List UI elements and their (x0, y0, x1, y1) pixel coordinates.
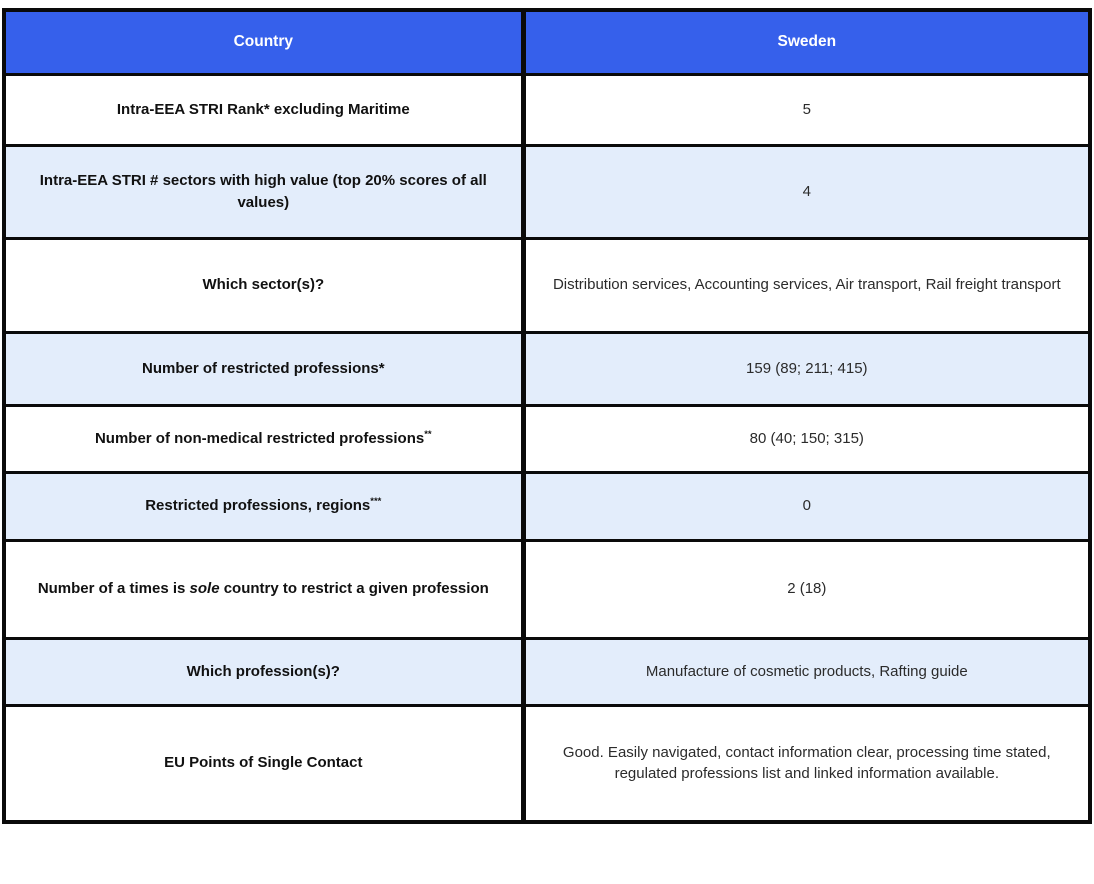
table-row (4, 405, 1090, 472)
row-label: EU Points of Single Contact (4, 705, 523, 822)
table-row (4, 540, 1090, 638)
country-table (2, 8, 1092, 824)
row-value: 80 (40; 150; 315) (523, 405, 1090, 472)
row-label: Which sector(s)? (4, 238, 523, 332)
row-label: Number of a times is sole country to restrict a given profession (4, 540, 523, 638)
row-value: Good. Easily navigated, contact information clear, processing time stated, regulated professions list and linked information available. (523, 705, 1090, 822)
table-row (4, 705, 1090, 822)
row-label: Intra-EEA STRI Rank* excluding Maritime (4, 74, 523, 145)
row-label: Number of non-medical restricted professions** (4, 405, 523, 472)
table-row (4, 332, 1090, 405)
table-row (4, 638, 1090, 705)
table-row (4, 472, 1090, 540)
table-row (4, 74, 1090, 145)
table-row (4, 238, 1090, 332)
table-header-row (4, 10, 1090, 74)
row-value: 4 (523, 145, 1090, 238)
row-value: 0 (523, 472, 1090, 540)
header-cell-sweden: Sweden (523, 10, 1090, 74)
row-label: Number of restricted professions* (4, 332, 523, 405)
row-value: 2 (18) (523, 540, 1090, 638)
row-value: Manufacture of cosmetic products, Rafting guide (523, 638, 1090, 705)
row-label: Which profession(s)? (4, 638, 523, 705)
row-value: 159 (89; 211; 415) (523, 332, 1090, 405)
table-row (4, 145, 1090, 238)
header-cell-country: Country (4, 10, 523, 74)
table-body (4, 74, 1090, 822)
row-label: Intra-EEA STRI # sectors with high value (top 20% scores of all values) (4, 145, 523, 238)
row-label: Restricted professions, regions*** (4, 472, 523, 540)
row-value: Distribution services, Accounting services, Air transport, Rail freight transport (523, 238, 1090, 332)
row-value: 5 (523, 74, 1090, 145)
